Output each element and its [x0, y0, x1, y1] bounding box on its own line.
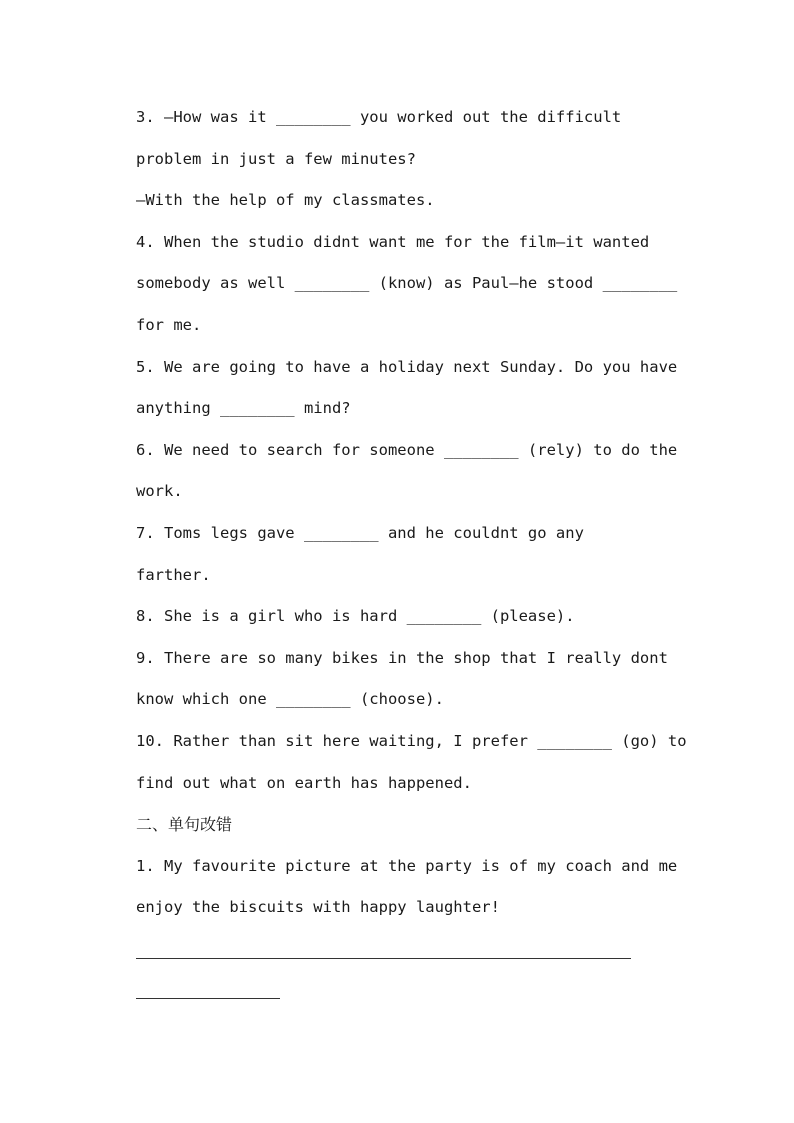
q3-line-1: 3. —How was it ________ you worked out the difficult [136, 108, 622, 126]
answer-line-continuation [136, 998, 280, 999]
q5-line-1: 5. We are going to have a holiday next Sunday. Do you have [136, 357, 678, 376]
exercise-text [136, 97, 696, 929]
correction-q1-line-1: 1. My favourite picture at the party is of my coach and me [136, 856, 678, 875]
correction-q1-line-2: enjoy the biscuits with happy laughter! [136, 898, 500, 917]
q4-line-3: for me. [136, 315, 202, 334]
q6-line-1: 6. We need to search for someone ________ (rely) to do the [136, 440, 678, 459]
q10-line-1: 10. Rather than sit here waiting, I prefer ________ (go) to [136, 731, 687, 750]
q10-line-2: find out what on earth has happened. [136, 773, 472, 792]
q4-line-2: somebody as well ________ (know) as Paul—he stood ________ [136, 274, 678, 293]
answer-line [136, 958, 631, 959]
q4-line-1: 4. When the studio didnt want me for the film—it wanted [136, 232, 650, 251]
section-heading: 二、单句改错 [136, 815, 233, 835]
q7-line-1: 7. Toms legs gave ________ and he couldnt go any [136, 523, 584, 542]
q8-line-1: 8. She is a girl who is hard ________ (please). [136, 607, 575, 626]
q6-line-2: work. [136, 482, 183, 501]
q3-line-2: problem in just a few minutes? [136, 149, 416, 168]
q9-line-1: 9. There are so many bikes in the shop that I really dont [136, 648, 668, 667]
q9-line-2: know which one ________ (choose). [136, 690, 444, 709]
q5-line-2: anything ________ mind? [136, 399, 351, 418]
q3-line-3: —With the help of my classmates. [136, 191, 435, 210]
q7-line-2: farther. [136, 565, 211, 584]
